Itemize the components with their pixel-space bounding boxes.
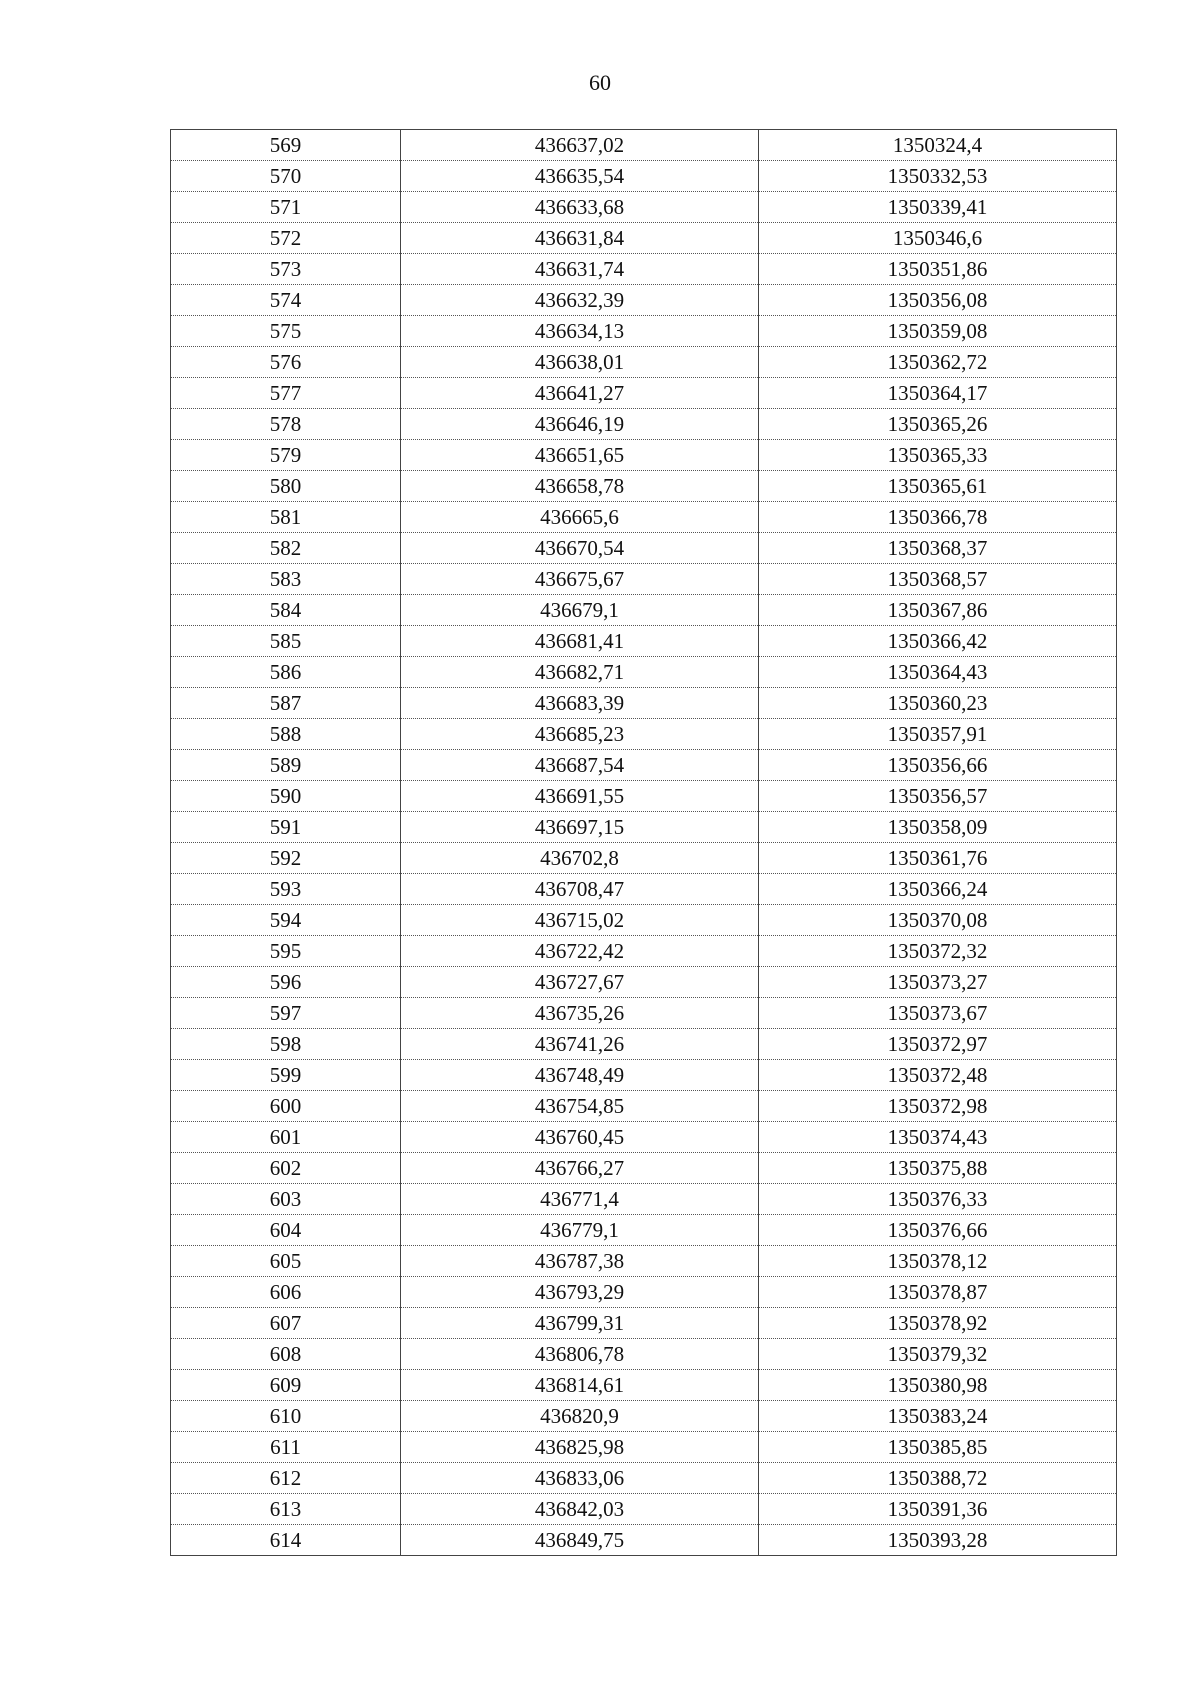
x-coordinate-cell: 436806,78 — [401, 1339, 759, 1370]
point-number-cell: 603 — [171, 1184, 401, 1215]
point-number-cell: 583 — [171, 564, 401, 595]
y-coordinate-cell: 1350366,24 — [759, 874, 1117, 905]
y-coordinate-cell: 1350356,66 — [759, 750, 1117, 781]
x-coordinate-cell: 436670,54 — [401, 533, 759, 564]
table-row — [171, 378, 1117, 409]
x-coordinate-cell: 436641,27 — [401, 378, 759, 409]
point-number-cell: 612 — [171, 1463, 401, 1494]
point-number-cell: 613 — [171, 1494, 401, 1525]
y-coordinate-cell: 1350379,32 — [759, 1339, 1117, 1370]
x-coordinate-cell: 436727,67 — [401, 967, 759, 998]
y-coordinate-cell: 1350373,27 — [759, 967, 1117, 998]
table-row — [171, 564, 1117, 595]
point-number-cell: 587 — [171, 688, 401, 719]
table-row — [171, 1494, 1117, 1525]
table-row — [171, 843, 1117, 874]
x-coordinate-cell: 436631,84 — [401, 223, 759, 254]
point-number-cell: 578 — [171, 409, 401, 440]
table-row — [171, 1525, 1117, 1556]
x-coordinate-cell: 436658,78 — [401, 471, 759, 502]
y-coordinate-cell: 1350372,32 — [759, 936, 1117, 967]
x-coordinate-cell: 436637,02 — [401, 130, 759, 161]
y-coordinate-cell: 1350385,85 — [759, 1432, 1117, 1463]
y-coordinate-cell: 1350372,97 — [759, 1029, 1117, 1060]
table-row — [171, 626, 1117, 657]
x-coordinate-cell: 436754,85 — [401, 1091, 759, 1122]
point-number-cell: 593 — [171, 874, 401, 905]
x-coordinate-cell: 436748,49 — [401, 1060, 759, 1091]
y-coordinate-cell: 1350359,08 — [759, 316, 1117, 347]
point-number-cell: 605 — [171, 1246, 401, 1277]
y-coordinate-cell: 1350378,12 — [759, 1246, 1117, 1277]
point-number-cell: 602 — [171, 1153, 401, 1184]
y-coordinate-cell: 1350364,17 — [759, 378, 1117, 409]
y-coordinate-cell: 1350351,86 — [759, 254, 1117, 285]
x-coordinate-cell: 436675,67 — [401, 564, 759, 595]
point-number-cell: 600 — [171, 1091, 401, 1122]
table-row — [171, 1153, 1117, 1184]
table-row — [171, 409, 1117, 440]
y-coordinate-cell: 1350372,48 — [759, 1060, 1117, 1091]
point-number-cell: 609 — [171, 1370, 401, 1401]
y-coordinate-cell: 1350368,37 — [759, 533, 1117, 564]
table-row — [171, 1029, 1117, 1060]
x-coordinate-cell: 436683,39 — [401, 688, 759, 719]
x-coordinate-cell: 436820,9 — [401, 1401, 759, 1432]
table-row — [171, 1060, 1117, 1091]
point-number-cell: 598 — [171, 1029, 401, 1060]
y-coordinate-cell: 1350367,86 — [759, 595, 1117, 626]
x-coordinate-cell: 436722,42 — [401, 936, 759, 967]
x-coordinate-cell: 436814,61 — [401, 1370, 759, 1401]
table-row — [171, 688, 1117, 719]
point-number-cell: 595 — [171, 936, 401, 967]
point-number-cell: 576 — [171, 347, 401, 378]
table-row — [171, 998, 1117, 1029]
y-coordinate-cell: 1350388,72 — [759, 1463, 1117, 1494]
x-coordinate-cell: 436715,02 — [401, 905, 759, 936]
x-coordinate-cell: 436685,23 — [401, 719, 759, 750]
table-row — [171, 316, 1117, 347]
table-row — [171, 471, 1117, 502]
point-number-cell: 571 — [171, 192, 401, 223]
point-number-cell: 586 — [171, 657, 401, 688]
point-number-cell: 601 — [171, 1122, 401, 1153]
table-row — [171, 1215, 1117, 1246]
coordinates-table — [170, 129, 1117, 1556]
x-coordinate-cell: 436651,65 — [401, 440, 759, 471]
y-coordinate-cell: 1350366,42 — [759, 626, 1117, 657]
point-number-cell: 577 — [171, 378, 401, 409]
x-coordinate-cell: 436687,54 — [401, 750, 759, 781]
y-coordinate-cell: 1350356,08 — [759, 285, 1117, 316]
point-number-cell: 604 — [171, 1215, 401, 1246]
x-coordinate-cell: 436766,27 — [401, 1153, 759, 1184]
x-coordinate-cell: 436631,74 — [401, 254, 759, 285]
point-number-cell: 597 — [171, 998, 401, 1029]
point-number-cell: 588 — [171, 719, 401, 750]
x-coordinate-cell: 436825,98 — [401, 1432, 759, 1463]
table-row — [171, 657, 1117, 688]
y-coordinate-cell: 1350364,43 — [759, 657, 1117, 688]
y-coordinate-cell: 1350362,72 — [759, 347, 1117, 378]
point-number-cell: 573 — [171, 254, 401, 285]
x-coordinate-cell: 436702,8 — [401, 843, 759, 874]
x-coordinate-cell: 436681,41 — [401, 626, 759, 657]
y-coordinate-cell: 1350370,08 — [759, 905, 1117, 936]
page-number: 60 — [589, 70, 611, 95]
table-row — [171, 1308, 1117, 1339]
point-number-cell: 582 — [171, 533, 401, 564]
y-coordinate-cell: 1350332,53 — [759, 161, 1117, 192]
point-number-cell: 581 — [171, 502, 401, 533]
x-coordinate-cell: 436760,45 — [401, 1122, 759, 1153]
x-coordinate-cell: 436793,29 — [401, 1277, 759, 1308]
table-row — [171, 1339, 1117, 1370]
point-number-cell: 574 — [171, 285, 401, 316]
point-number-cell: 611 — [171, 1432, 401, 1463]
x-coordinate-cell: 436842,03 — [401, 1494, 759, 1525]
table-row — [171, 812, 1117, 843]
table-row — [171, 967, 1117, 998]
table-row — [171, 223, 1117, 254]
table-row — [171, 502, 1117, 533]
x-coordinate-cell: 436633,68 — [401, 192, 759, 223]
x-coordinate-cell: 436779,1 — [401, 1215, 759, 1246]
point-number-cell: 607 — [171, 1308, 401, 1339]
coordinates-table-body — [171, 130, 1117, 1556]
table-row — [171, 440, 1117, 471]
y-coordinate-cell: 1350375,88 — [759, 1153, 1117, 1184]
y-coordinate-cell: 1350366,78 — [759, 502, 1117, 533]
table-row — [171, 781, 1117, 812]
point-number-cell: 569 — [171, 130, 401, 161]
point-number-cell: 575 — [171, 316, 401, 347]
table-row — [171, 936, 1117, 967]
y-coordinate-cell: 1350376,66 — [759, 1215, 1117, 1246]
y-coordinate-cell: 1350380,98 — [759, 1370, 1117, 1401]
x-coordinate-cell: 436771,4 — [401, 1184, 759, 1215]
x-coordinate-cell: 436634,13 — [401, 316, 759, 347]
y-coordinate-cell: 1350393,28 — [759, 1525, 1117, 1556]
x-coordinate-cell: 436665,6 — [401, 502, 759, 533]
y-coordinate-cell: 1350365,33 — [759, 440, 1117, 471]
x-coordinate-cell: 436638,01 — [401, 347, 759, 378]
x-coordinate-cell: 436646,19 — [401, 409, 759, 440]
y-coordinate-cell: 1350372,98 — [759, 1091, 1117, 1122]
point-number-cell: 584 — [171, 595, 401, 626]
table-row — [171, 1122, 1117, 1153]
x-coordinate-cell: 436833,06 — [401, 1463, 759, 1494]
y-coordinate-cell: 1350391,36 — [759, 1494, 1117, 1525]
x-coordinate-cell: 436849,75 — [401, 1525, 759, 1556]
table-row — [171, 533, 1117, 564]
table-row — [171, 1370, 1117, 1401]
y-coordinate-cell: 1350339,41 — [759, 192, 1117, 223]
point-number-cell: 599 — [171, 1060, 401, 1091]
point-number-cell: 589 — [171, 750, 401, 781]
y-coordinate-cell: 1350346,6 — [759, 223, 1117, 254]
point-number-cell: 591 — [171, 812, 401, 843]
point-number-cell: 596 — [171, 967, 401, 998]
point-number-cell: 579 — [171, 440, 401, 471]
table-row — [171, 1277, 1117, 1308]
x-coordinate-cell: 436799,31 — [401, 1308, 759, 1339]
y-coordinate-cell: 1350357,91 — [759, 719, 1117, 750]
table-row — [171, 750, 1117, 781]
y-coordinate-cell: 1350365,61 — [759, 471, 1117, 502]
x-coordinate-cell: 436787,38 — [401, 1246, 759, 1277]
table-row — [171, 905, 1117, 936]
y-coordinate-cell: 1350360,23 — [759, 688, 1117, 719]
y-coordinate-cell: 1350378,87 — [759, 1277, 1117, 1308]
x-coordinate-cell: 436691,55 — [401, 781, 759, 812]
y-coordinate-cell: 1350361,76 — [759, 843, 1117, 874]
table-row — [171, 1246, 1117, 1277]
table-row — [171, 1184, 1117, 1215]
x-coordinate-cell: 436682,71 — [401, 657, 759, 688]
y-coordinate-cell: 1350373,67 — [759, 998, 1117, 1029]
point-number-cell: 572 — [171, 223, 401, 254]
point-number-cell: 580 — [171, 471, 401, 502]
y-coordinate-cell: 1350358,09 — [759, 812, 1117, 843]
point-number-cell: 606 — [171, 1277, 401, 1308]
x-coordinate-cell: 436741,26 — [401, 1029, 759, 1060]
table-row — [171, 254, 1117, 285]
table-row — [171, 192, 1117, 223]
y-coordinate-cell: 1350356,57 — [759, 781, 1117, 812]
table-row — [171, 1432, 1117, 1463]
point-number-cell: 585 — [171, 626, 401, 657]
point-number-cell: 592 — [171, 843, 401, 874]
y-coordinate-cell: 1350378,92 — [759, 1308, 1117, 1339]
y-coordinate-cell: 1350376,33 — [759, 1184, 1117, 1215]
point-number-cell: 590 — [171, 781, 401, 812]
table-row — [171, 285, 1117, 316]
table-row — [171, 595, 1117, 626]
point-number-cell: 614 — [171, 1525, 401, 1556]
x-coordinate-cell: 436735,26 — [401, 998, 759, 1029]
table-row — [171, 1463, 1117, 1494]
table-row — [171, 130, 1117, 161]
point-number-cell: 608 — [171, 1339, 401, 1370]
y-coordinate-cell: 1350374,43 — [759, 1122, 1117, 1153]
y-coordinate-cell: 1350324,4 — [759, 130, 1117, 161]
table-row — [171, 1401, 1117, 1432]
x-coordinate-cell: 436632,39 — [401, 285, 759, 316]
table-row — [171, 719, 1117, 750]
x-coordinate-cell: 436708,47 — [401, 874, 759, 905]
point-number-cell: 570 — [171, 161, 401, 192]
y-coordinate-cell: 1350368,57 — [759, 564, 1117, 595]
y-coordinate-cell: 1350365,26 — [759, 409, 1117, 440]
table-row — [171, 347, 1117, 378]
point-number-cell: 594 — [171, 905, 401, 936]
table-row — [171, 874, 1117, 905]
point-number-cell: 610 — [171, 1401, 401, 1432]
x-coordinate-cell: 436635,54 — [401, 161, 759, 192]
x-coordinate-cell: 436679,1 — [401, 595, 759, 626]
y-coordinate-cell: 1350383,24 — [759, 1401, 1117, 1432]
table-row — [171, 1091, 1117, 1122]
x-coordinate-cell: 436697,15 — [401, 812, 759, 843]
table-row — [171, 161, 1117, 192]
